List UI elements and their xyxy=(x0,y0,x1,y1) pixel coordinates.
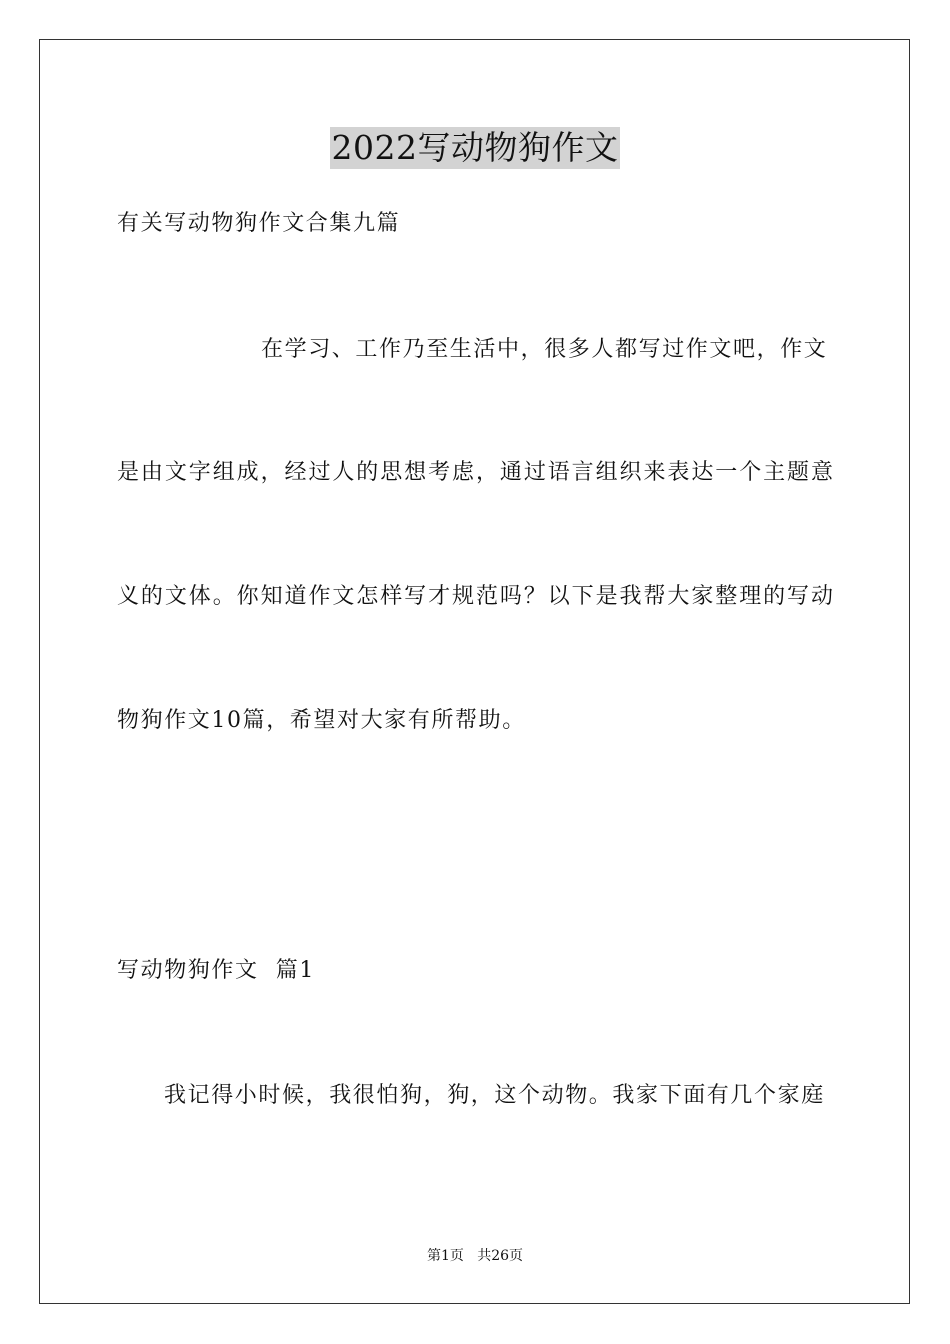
intro-line-2: 是由文字组成，经过人的思想考虑，通过语言组织来表达一个主题意 xyxy=(117,460,833,485)
section-heading: 写动物狗作文 篇1 xyxy=(117,958,315,983)
title-container xyxy=(0,127,950,169)
document-subtitle: 有关写动物狗作文合集九篇 xyxy=(117,211,401,236)
document-title: 2022写动物狗作文 xyxy=(331,128,619,167)
intro-line-1: 在学习、工作乃至生活中，很多人都写过作文吧，作文 xyxy=(261,337,828,362)
intro-line-4: 物狗作文10篇，希望对大家有所帮助。 xyxy=(117,708,526,733)
body-line-1: 我记得小时候，我很怕狗，狗，这个动物。我家下面有几个家庭 xyxy=(164,1083,825,1108)
intro-line-3: 义的文体。你知道作文怎样写才规范吗？以下是我帮大家整理的写动 xyxy=(117,584,833,609)
page-footer: 第1页 共26页 xyxy=(426,1248,524,1264)
